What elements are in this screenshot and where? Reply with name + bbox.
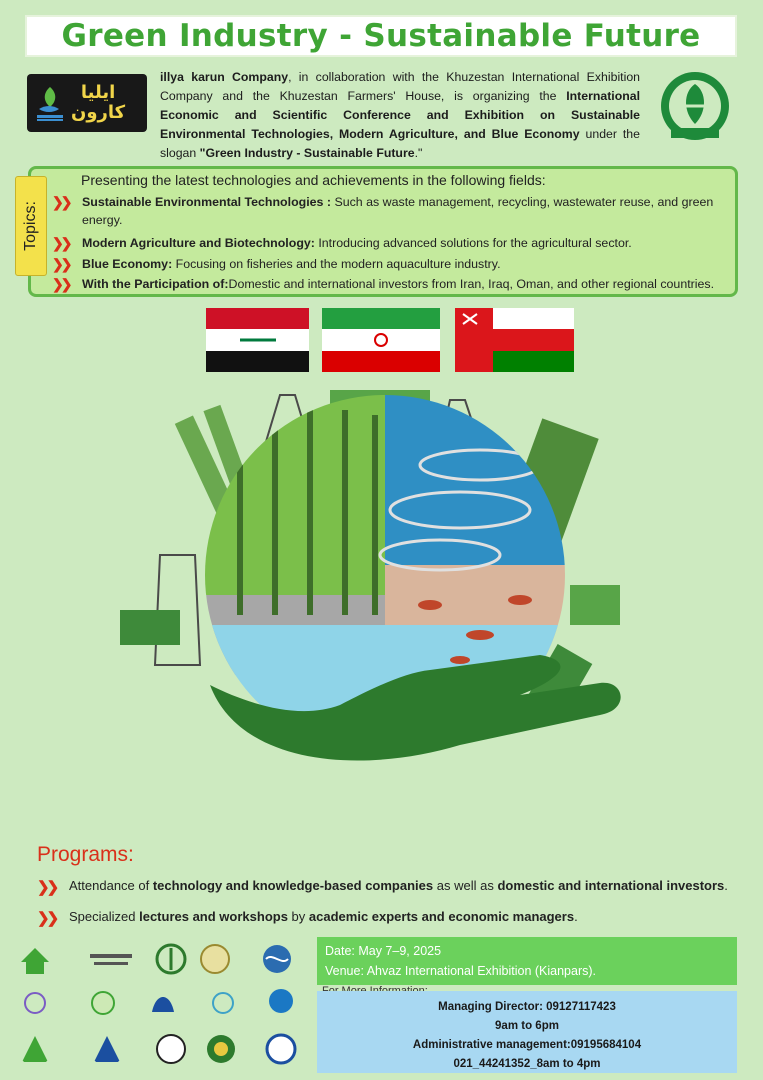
sponsor-logo-icon [18, 1032, 52, 1066]
sustainable-globe-illustration [100, 385, 660, 785]
double-chevron-icon: ❯❯ [52, 235, 70, 251]
program-item: ❯❯ Specialized lectures and workshops by academic experts and economic managers. [37, 909, 578, 927]
event-venue: Venue: Ahvaz International Exhibition (Kianpars). [325, 964, 597, 978]
sponsor-logos [14, 940, 309, 1072]
program-item: ❯❯ Attendance of technology and knowledge-based companies as well as domestic and international investors. [37, 878, 728, 896]
admin-management-phone: Administrative management:09195684104 [412, 1039, 642, 1051]
topic-item: ❯❯ Sustainable Environmental Technologies : Such as waste management, recycling, wastewater reuse, and green energy. [52, 194, 714, 227]
managing-director-hours: 9am to 6pm [495, 1020, 559, 1032]
sponsor-logo-icon [18, 988, 52, 1022]
double-chevron-icon: ❯❯ [52, 194, 70, 210]
page-title: Green Industry - Sustainable Future [61, 18, 701, 54]
organization-emblem-icon [653, 66, 737, 150]
sponsor-logo-icon [198, 942, 232, 976]
intro-paragraph: illya karun Company, in collaboration with the Khuzestan International Exhibition Company and the Khuzestan Farmers' House, is organizing the International Economic and Scientific Conference and Exhibition on Sustainable Environmental Technologies, Modern Agriculture, and Blue Economy under the slogan "Green Industry - Sustainable Future." [160, 70, 640, 160]
sponsor-logo-icon [204, 1032, 238, 1066]
topics-tab-label: Topics: [15, 176, 47, 276]
event-details-box [317, 937, 737, 985]
sponsor-logo-icon [86, 988, 120, 1022]
topic-item: ❯❯ With the Participation of:Domestic and international investors from Iran, Iraq, Oman, and other regional countries. [52, 276, 715, 292]
sponsor-logo-icon [18, 944, 52, 978]
double-chevron-icon: ❯❯ [52, 276, 70, 292]
event-date: Date: May 7–9, 2025 [325, 944, 442, 958]
admin-landline-hours: 021_44241352_8am to 4pm [453, 1058, 601, 1070]
sponsor-logo-icon [264, 986, 298, 1020]
double-chevron-icon: ❯❯ [52, 256, 70, 272]
programs-heading: Programs: [37, 843, 134, 866]
double-chevron-icon: ❯❯ [37, 910, 57, 927]
sponsor-logo-icon [264, 1032, 298, 1066]
topics-heading: Presenting the latest technologies and achievements in the following fields: [81, 172, 546, 188]
sponsor-logo-icon [154, 942, 188, 976]
sponsor-logo-icon [86, 944, 136, 978]
sponsor-logo-icon [260, 942, 294, 976]
sponsor-logo-icon [206, 988, 240, 1022]
sponsor-logo-icon [154, 1032, 188, 1066]
sponsor-logo-icon [146, 986, 180, 1020]
managing-director-phone: Managing Director: 09127117423 [438, 1001, 616, 1013]
oman-flag-icon [455, 308, 574, 372]
sponsor-logo-icon [90, 1032, 124, 1066]
logo-arabic-text: ايليا كارون [71, 82, 126, 123]
double-chevron-icon: ❯❯ [37, 879, 57, 896]
topic-item: ❯❯ Modern Agriculture and Biotechnology: Introducing advanced solutions for the agricultural sector. [52, 235, 632, 251]
iran-flag-icon [322, 308, 440, 372]
iraq-flag-icon [206, 308, 309, 372]
contact-box [317, 991, 737, 1073]
title-banner [25, 15, 737, 57]
illya-karun-logo [27, 74, 147, 132]
topic-item: ❯❯ Blue Economy: Focusing on fisheries and the modern aquaculture industry. [52, 256, 501, 272]
fish-icon [35, 83, 65, 123]
